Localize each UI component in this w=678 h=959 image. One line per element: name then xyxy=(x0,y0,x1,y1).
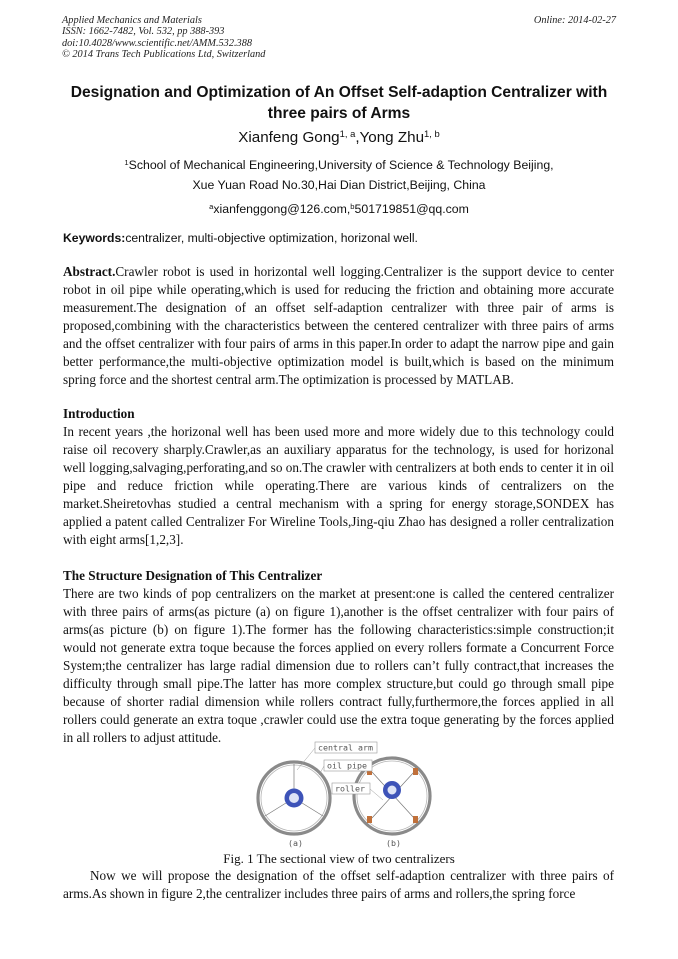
copyright-line: © 2014 Trans Tech Publications Ltd, Switzerland xyxy=(62,49,266,61)
online-date: Online: 2014-02-27 xyxy=(533,15,616,26)
author-name: Yong Zhu xyxy=(359,129,425,146)
issn-line: ISSN: 1662-7482, Vol. 532, pp 388-393 xyxy=(62,26,225,38)
abstract-text: Crawler robot is used in horizontal well logging.Centralizer is the support device to center robot in oil pipe while operating,which is used for reducing the friction and obtaining more accurate measurement.The designation of an offset self-adaption centralizer with three pair of arms is proposed,combining with the characteristics between the centered centralizer with three pairs of arms and the offset centralizer with four pairs of arms in this paper.In order to adapt the narrow pipe and gain better performance,the multi-objective optimization model is built,which is based on the minimum spring force and the shortest central arm.The optimization is processed by MATLAB. xyxy=(63,264,614,388)
doi-line: doi:10.4028/www.scientific.net/AMM.532.388 xyxy=(62,37,252,49)
continuation-paragraph: Now we will propose the designation of the offset self-adaption centralizer with three pairs of arms.As shown in figure 2,the centralizer includes three pairs of arms and rollers,the spring force xyxy=(63,868,614,902)
email-superscript-b: b xyxy=(350,201,355,211)
author-list xyxy=(50,128,628,148)
journal-name: Applied Mechanics and Materials xyxy=(62,15,202,26)
keywords-text: centralizer, multi-objective optimization, horizonal well. xyxy=(125,231,418,245)
email-a[interactable]: xianfenggong@126.com, xyxy=(213,202,351,216)
label-a: (a) xyxy=(288,838,303,848)
journal-header xyxy=(62,15,265,61)
introduction-paragraph: In recent years ,the horizonal well has been used more and more widely due to this technology could raise oil recovery sharply.Crawler,as an auxiliary apparatus for the technology, is used for horizonal well logging,salvaging,perforating,and so on.The crawler with centralizers at both ends to center it in oil pipe and reduce friction while operating.There are various kinds of centralizers on the market.Sheiretovhas studied a central mechanism with a spring for energy storage,SONDEX has applied a patent called Centralizer For Wireline Tools,Jing-qiu Zhao has designed a roller centralization with eight arms[1,2,3]. xyxy=(63,424,614,548)
affiliation-line-1: School of Mechanical Engineering,University of Science & Technology Beijing, xyxy=(128,158,554,172)
affiliation xyxy=(50,155,628,195)
abstract xyxy=(63,263,614,389)
label-roller: roller xyxy=(335,783,365,794)
roller-b-2 xyxy=(413,768,418,775)
author-superscript: 1, a xyxy=(339,127,356,139)
affiliation-superscript: 1 xyxy=(124,157,129,167)
affiliation-line-2: Xue Yuan Road No.30,Hai Dian District,Beijing, China xyxy=(192,178,486,192)
roller-b-4 xyxy=(413,816,418,823)
abstract-label: Abstract. xyxy=(63,264,116,279)
label-central-arm: central arm xyxy=(318,742,373,753)
paper-title: Designation and Optimization of An Offset Self-adaption Centralizer with three pairs of Arms xyxy=(70,84,608,122)
leader-roller xyxy=(370,789,383,800)
centralizer-a-drawing xyxy=(258,762,330,834)
structure-paragraph: There are two kinds of pop centralizers on the market at present:one is called the centered centralizer with three pairs of arms(as picture (a) on figure 1),another is the offset centralizer with four pairs of arms(as picture (b) on figure 1).The former has the following characteristics:simple construction;it would not generate extra toque because the forces applied on every rollers formate a Concurrent Force System;the centralizer has large radial dimension due to rollers can’t fully contract,that increases the difficulty through small pipe.The latter has more complex structure,but could go through small pipe because of shorter radial dimension while rollers contract fully,furthermore,the forces applied in all rollers could generate an extra toque ,crawler could use the extra toque generating by the forces applied in all rollers to adjust attitude. xyxy=(63,586,614,746)
hub-b-bore xyxy=(388,786,397,795)
introduction-heading: Introduction xyxy=(63,406,135,421)
figure-caption: Fig. 1 The sectional view of two centralizers xyxy=(223,851,455,866)
author-superscript: 1, b xyxy=(424,127,440,139)
keywords xyxy=(63,229,623,247)
label-oil-pipe: oil pipe xyxy=(327,760,367,771)
keywords-label: Keywords: xyxy=(63,231,126,245)
email-b[interactable]: 501719851@qq.com xyxy=(354,202,469,216)
author-name: Xianfeng Gong xyxy=(238,129,340,146)
hub-a-bore xyxy=(289,793,299,803)
label-b: (b) xyxy=(386,838,401,848)
author-emails xyxy=(50,200,628,218)
roller-b-3 xyxy=(367,816,372,823)
figure-centralizers xyxy=(247,740,437,852)
author-separator: , xyxy=(355,129,360,146)
structure-heading: The Structure Designation of This Centralizer xyxy=(63,568,323,583)
email-superscript-a: a xyxy=(209,201,214,211)
